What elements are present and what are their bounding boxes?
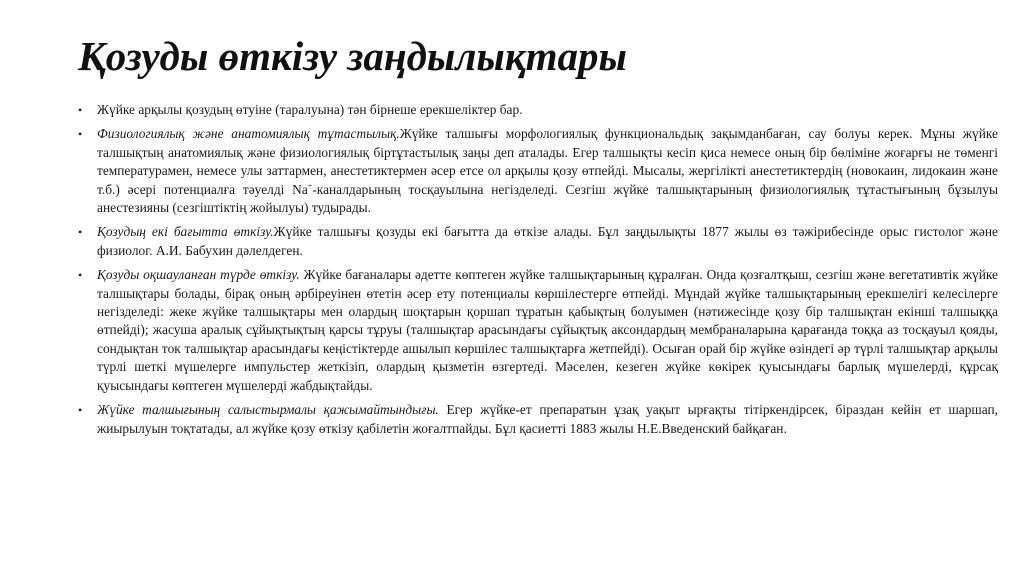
- bullet-lead: Физиологиялық және анатомиялық тұтастылық.: [97, 126, 400, 142]
- bullet-text: Егер жүйке-ет препаратын ұзақ уақыт ырғақты тітіркендірсек, біраздан кейін ет шаршап, жиырылуын тоқтатады, ал жүйке қозу өткізу қабілетін жоғалтпайды. Бұл қасиетті 1883 жылы Н.Е.Введенский байқаған.: [97, 402, 999, 436]
- bullet-text: Жүйке талшығы морфологиялық функциональдық зақымданбаған, сау болуы керек. Мұны жүйке талшықтың анатомиялық және физиологиялық біртұтастылық заңы деп аталады. Егер талшықты кесіп қиса немесе оның бір бөліміне жоғарғы не төменгі температурамен, немесе улы заттармен, анестетиктермен әсер етсе ол арқылы қозу өтпейді. Мысалы, жергілікті анестетиктердің (новокаин, лидокаин және т.б.) әсері потенциалға тәуелді Na: [97, 126, 998, 197]
- bullet-lead: Қозуды оқшауланған түрде өткізу.: [97, 267, 300, 283]
- bullet-lead: Жүйке талшығының салыстырмалы қажымайтындығы.: [97, 402, 439, 418]
- bullet-item-1: [78, 101, 998, 119]
- bullet-list: [78, 101, 998, 444]
- bullet-dot-icon: •: [78, 268, 83, 283]
- superscript-plus: +: [307, 181, 313, 191]
- bullet-item-4: [78, 266, 998, 395]
- bullet-dot-icon: •: [78, 225, 83, 240]
- bullet-text: Жүйке талшығы қозуды екі бағытта да өткізе алады. Бұл заңдылықты 1877 жылы өз тәжірибесінде орыс гистолог және физиолог. А.И. Бабухин дәлелдеген.: [97, 224, 998, 258]
- bullet-dot-icon: •: [78, 127, 83, 142]
- bullet-text: Жүйке бағаналары әдетте көптеген жүйке талшықтарының құралған. Онда қозғалтқыш, сезгіш және вегетативтік жүйке талшықтары болады, бірақ оның әрбіреуінен өтетін әсер ету потенциалы көршілестерге өтпейді. Мұндай жүйке талшықтарының ерекшелігі келесілерге негізделеді: жеке жүйке талшықтары мен олардың шоқтарын қоршап тұратын қабықтың болуымен (нәтижесінде қозу бір талшықтан екінші талшыққа өтпейді); жасуша аралық сұйықтықтың қарсы тұруы (талшықтар арасындағы сұйықтық аксондардың мембраналарына қарағанда тоққа аз тосқауыл қояды, сондықтан ток талшықтар арасындағы кеңістіктерде ашылып көршілес талшықтарға жетпейді). Осыған орай бір жүйке өзіндегі әр түрлі талшықтар арқылы түрлі шеткі мүшелерге импульстер жеткізіп, олардың қызметін өзгертеді. Мәселен, кезеген жүйке көкірек қуысындағы барлық мүшелерді, құрсақ қуысындағы көптеген мүшелерді жабдықтайды.: [97, 267, 998, 393]
- bullet-item-2: [78, 125, 998, 217]
- slide-title: Қозуды өткізу заңдылықтары: [78, 33, 627, 79]
- bullet-item-3: [78, 223, 998, 260]
- bullet-dot-icon: •: [78, 103, 83, 117]
- bullet-text-continued: -каналдарының тосқауылына негізделеді. Сезгіш жүйке талшықтарының физиологиялық тұтастығының бұзылуы анестезияны (сезгіштіктің жойылуы) тудырады.: [97, 181, 998, 216]
- bullet-text: Жүйке арқылы қозудың өтуіне (таралуына) тән бірнеше ерекшеліктер бар.: [97, 102, 523, 117]
- bullet-dot-icon: •: [78, 403, 83, 418]
- bullet-item-5: [78, 401, 998, 438]
- bullet-lead: Қозудың екі бағытта өткізу.: [97, 224, 274, 240]
